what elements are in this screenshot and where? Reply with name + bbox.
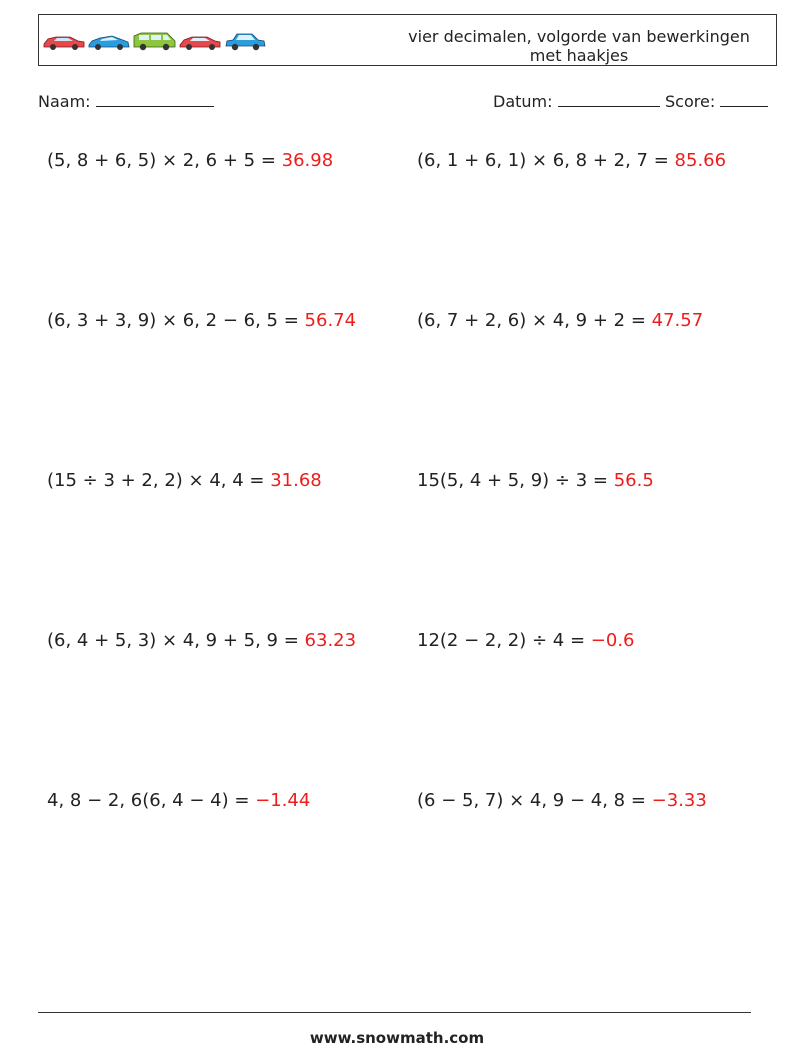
problem-5	[47, 470, 322, 491]
problem-1	[47, 150, 333, 171]
cars-illustration	[42, 30, 272, 52]
car-icon	[180, 37, 220, 50]
problem-answer: 47.57	[651, 310, 704, 331]
problem-expression: (6, 7 + 2, 6) × 4, 9 + 2 =	[417, 310, 652, 331]
car-icon	[44, 37, 84, 50]
score-blank[interactable]	[720, 92, 768, 107]
date-blank[interactable]	[558, 92, 660, 107]
problem-answer: 56.74	[304, 310, 357, 331]
problem-answer: 63.23	[304, 630, 357, 651]
problem-expression: (6, 3 + 3, 9) × 6, 2 − 6, 5 =	[47, 310, 305, 331]
problem-answer: −0.6	[590, 630, 635, 651]
problem-expression: (15 ÷ 3 + 2, 2) × 4, 4 =	[47, 470, 271, 491]
name-field[interactable]	[38, 92, 214, 111]
footer-site-link[interactable]: www.snowmath.com	[309, 1029, 485, 1047]
footer-divider	[38, 1012, 751, 1013]
problem-answer: 36.98	[281, 150, 334, 171]
title-line: met haakjes	[529, 46, 629, 65]
worksheet-title	[399, 27, 759, 65]
name-label: Naam:	[38, 92, 91, 111]
car-icon	[89, 36, 129, 50]
problem-answer: −3.33	[651, 790, 707, 811]
problem-answer: 85.66	[674, 150, 727, 171]
date-label: Datum:	[493, 92, 553, 111]
score-field[interactable]	[665, 92, 768, 111]
problem-expression: (6, 1 + 6, 1) × 6, 8 + 2, 7 =	[417, 150, 675, 171]
problem-expression: 15(5, 4 + 5, 9) ÷ 3 =	[417, 470, 614, 491]
problem-answer: 31.68	[270, 470, 322, 491]
problem-8	[417, 630, 635, 651]
title-line: vier decimalen, volgorde van bewerkingen	[408, 27, 750, 46]
car-icon	[226, 34, 265, 50]
problem-3	[47, 310, 356, 331]
car-icon	[134, 33, 175, 50]
problem-expression: 12(2 − 2, 2) ÷ 4 =	[417, 630, 591, 651]
worksheet-header	[38, 14, 777, 66]
problem-expression: 4, 8 − 2, 6(6, 4 − 4) =	[47, 790, 256, 811]
problem-9	[47, 790, 310, 811]
problem-4	[417, 310, 703, 331]
problem-expression: (6 − 5, 7) × 4, 9 − 4, 8 =	[417, 790, 652, 811]
problem-answer: 56.5	[613, 470, 654, 491]
score-label: Score:	[665, 92, 716, 111]
problem-answer: −1.44	[255, 790, 311, 811]
problem-6	[417, 470, 654, 491]
date-field[interactable]	[493, 92, 660, 111]
problem-7	[47, 630, 356, 651]
problem-10	[417, 790, 707, 811]
name-blank[interactable]	[96, 92, 214, 107]
problem-2	[417, 150, 726, 171]
problem-expression: (6, 4 + 5, 3) × 4, 9 + 5, 9 =	[47, 630, 305, 651]
problem-expression: (5, 8 + 6, 5) × 2, 6 + 5 =	[47, 150, 282, 171]
